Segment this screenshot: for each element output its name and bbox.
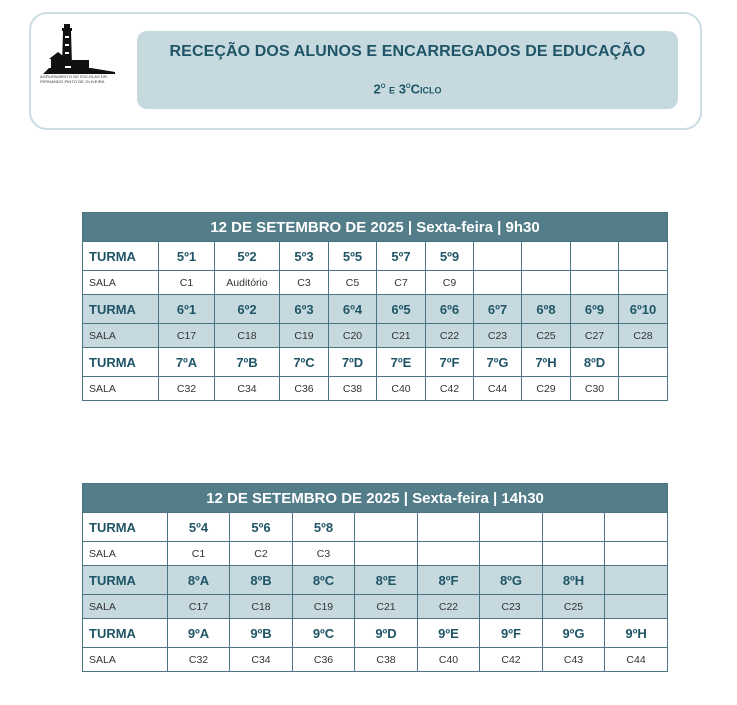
sala-cell: C3 — [280, 271, 329, 295]
turma-row — [83, 619, 668, 648]
sala-cell: C25 — [543, 595, 605, 619]
sala-cell: C5 — [329, 271, 377, 295]
sala-label: SALA — [83, 324, 159, 348]
turma-label: TURMA — [83, 242, 159, 271]
sala-cell — [355, 542, 418, 566]
sala-cell: C1 — [168, 542, 230, 566]
sala-cell: C1 — [159, 271, 215, 295]
turma-cell: 8ºD — [571, 348, 619, 377]
sala-cell: C7 — [377, 271, 426, 295]
turma-cell — [543, 513, 605, 542]
turma-cell — [480, 513, 543, 542]
turma-cell: 7ºF — [426, 348, 474, 377]
turma-cell: 5º1 — [159, 242, 215, 271]
sala-cell: C32 — [168, 648, 230, 672]
sala-label: SALA — [83, 542, 168, 566]
page-title: RECEÇÃO DOS ALUNOS E ENCARREGADOS DE EDUCAÇÃO — [169, 43, 646, 60]
turma-cell: 6º10 — [619, 295, 668, 324]
sala-cell: C43 — [543, 648, 605, 672]
turma-label: TURMA — [83, 348, 159, 377]
sala-row — [83, 648, 668, 672]
turma-row — [83, 242, 668, 271]
sala-row — [83, 324, 668, 348]
turma-cell: 6º1 — [159, 295, 215, 324]
turma-cell: 6º5 — [377, 295, 426, 324]
sala-cell: C44 — [605, 648, 668, 672]
page-subtitle: 2$^o$ e 3$^o$Ciclo — [373, 81, 442, 97]
sala-cell: C21 — [355, 595, 418, 619]
sala-cell — [619, 377, 668, 401]
turma-cell — [418, 513, 480, 542]
sala-cell: C19 — [280, 324, 329, 348]
turma-cell: 7ºD — [329, 348, 377, 377]
sala-cell: C34 — [215, 377, 280, 401]
sala-cell: C22 — [426, 324, 474, 348]
turma-cell: 5º5 — [329, 242, 377, 271]
turma-cell — [522, 242, 571, 271]
header-box — [29, 12, 702, 130]
turma-cell: 6º9 — [571, 295, 619, 324]
turma-cell: 9ºE — [418, 619, 480, 648]
sala-cell — [605, 595, 668, 619]
turma-cell: 8ºF — [418, 566, 480, 595]
sala-cell: C28 — [619, 324, 668, 348]
turma-cell: 8ºB — [230, 566, 293, 595]
turma-row — [83, 348, 668, 377]
turma-cell: 6º3 — [280, 295, 329, 324]
turma-label: TURMA — [83, 295, 159, 324]
sala-cell: C23 — [474, 324, 522, 348]
turma-cell: 5º9 — [426, 242, 474, 271]
sala-label: SALA — [83, 595, 168, 619]
sala-label: SALA — [83, 377, 159, 401]
turma-cell: 9ºH — [605, 619, 668, 648]
turma-cell: 8ºG — [480, 566, 543, 595]
turma-cell: 6º6 — [426, 295, 474, 324]
sala-cell: C18 — [215, 324, 280, 348]
sala-row — [83, 271, 668, 295]
turma-cell: 9ºF — [480, 619, 543, 648]
turma-cell — [571, 242, 619, 271]
sala-cell: C29 — [522, 377, 571, 401]
sala-cell: C40 — [418, 648, 480, 672]
turma-cell: 9ºA — [168, 619, 230, 648]
sala-cell: C36 — [280, 377, 329, 401]
turma-cell: 8ºA — [168, 566, 230, 595]
turma-row — [83, 295, 668, 324]
sala-cell — [543, 542, 605, 566]
turma-cell: 5º4 — [168, 513, 230, 542]
sala-cell: C38 — [355, 648, 418, 672]
turma-cell: 5º7 — [377, 242, 426, 271]
sala-cell — [522, 271, 571, 295]
turma-cell — [474, 242, 522, 271]
schedule-table-morning — [82, 212, 668, 401]
table-heading: 12 DE SETEMBRO DE 2025 | Sexta-feira | 14h30 — [83, 484, 668, 513]
sala-cell: C2 — [230, 542, 293, 566]
turma-cell: 7ºH — [522, 348, 571, 377]
turma-row — [83, 513, 668, 542]
sala-cell: C27 — [571, 324, 619, 348]
sala-cell: C20 — [329, 324, 377, 348]
sala-cell: C42 — [480, 648, 543, 672]
turma-cell — [605, 513, 668, 542]
turma-cell: 6º2 — [215, 295, 280, 324]
turma-cell: 7ºG — [474, 348, 522, 377]
sala-cell: Auditório — [215, 271, 280, 295]
turma-cell: 7ºE — [377, 348, 426, 377]
logo-caption: AGRUPAMENTO DE ESCOLAS DR. FERNANDO PINTO DE OLIVEIRA — [40, 74, 109, 84]
turma-cell: 9ºG — [543, 619, 605, 648]
sala-cell: C9 — [426, 271, 474, 295]
turma-cell: 5º8 — [293, 513, 355, 542]
turma-cell: 6º4 — [329, 295, 377, 324]
turma-cell — [355, 513, 418, 542]
sala-cell — [619, 271, 668, 295]
sala-cell: C30 — [571, 377, 619, 401]
turma-cell: 7ºB — [215, 348, 280, 377]
turma-cell: 8ºH — [543, 566, 605, 595]
sala-row — [83, 595, 668, 619]
table-heading: 12 DE SETEMBRO DE 2025 | Sexta-feira | 9h30 — [83, 213, 668, 242]
turma-cell: 9ºB — [230, 619, 293, 648]
sala-row — [83, 377, 668, 401]
sala-label: SALA — [83, 648, 168, 672]
turma-cell: 5º3 — [280, 242, 329, 271]
sala-cell — [474, 271, 522, 295]
sala-cell: C32 — [159, 377, 215, 401]
turma-cell: 7ºC — [280, 348, 329, 377]
sala-cell: C3 — [293, 542, 355, 566]
sala-cell: C42 — [426, 377, 474, 401]
sala-cell — [418, 542, 480, 566]
sala-cell: C23 — [480, 595, 543, 619]
turma-cell: 8ºE — [355, 566, 418, 595]
turma-row — [83, 566, 668, 595]
turma-label: TURMA — [83, 619, 168, 648]
turma-label: TURMA — [83, 566, 168, 595]
sala-cell: C17 — [168, 595, 230, 619]
sala-cell: C36 — [293, 648, 355, 672]
sala-cell: C44 — [474, 377, 522, 401]
sala-cell: C22 — [418, 595, 480, 619]
sala-cell: C25 — [522, 324, 571, 348]
turma-cell: 5º6 — [230, 513, 293, 542]
turma-cell — [605, 566, 668, 595]
turma-cell: 9ºC — [293, 619, 355, 648]
turma-cell: 6º8 — [522, 295, 571, 324]
sala-label: SALA — [83, 271, 159, 295]
turma-cell — [619, 348, 668, 377]
sala-cell: C17 — [159, 324, 215, 348]
turma-cell: 8ºC — [293, 566, 355, 595]
turma-cell: 5º2 — [215, 242, 280, 271]
turma-cell: 6º7 — [474, 295, 522, 324]
sala-row — [83, 542, 668, 566]
sala-cell: C38 — [329, 377, 377, 401]
turma-cell: 9ºD — [355, 619, 418, 648]
sala-cell: C21 — [377, 324, 426, 348]
turma-label: TURMA — [83, 513, 168, 542]
sala-cell: C40 — [377, 377, 426, 401]
sala-cell: C18 — [230, 595, 293, 619]
sala-cell — [480, 542, 543, 566]
sala-cell — [571, 271, 619, 295]
sala-cell: C19 — [293, 595, 355, 619]
turma-cell — [619, 242, 668, 271]
sala-cell — [605, 542, 668, 566]
title-banner — [137, 31, 678, 109]
sala-cell: C34 — [230, 648, 293, 672]
schedule-table-afternoon — [82, 483, 668, 672]
turma-cell: 7ºA — [159, 348, 215, 377]
